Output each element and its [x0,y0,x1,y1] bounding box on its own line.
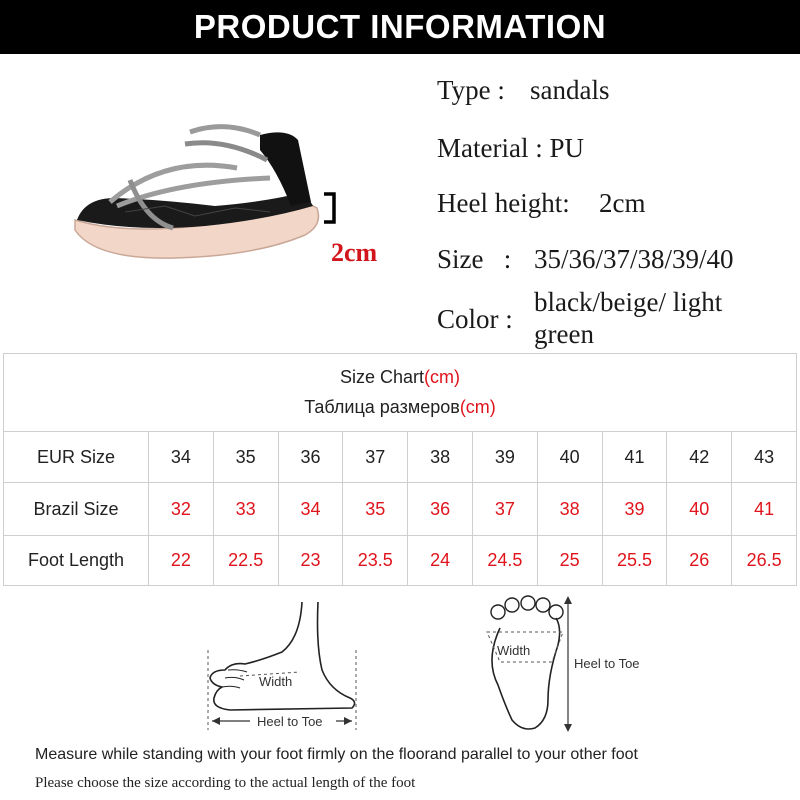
size-chart-table [3,353,797,586]
spec-size [437,244,734,274]
heel-bracket-icon [322,192,338,224]
table-cell: 39 [472,432,537,483]
top-length-label: Heel to Toe [574,656,640,671]
spec-material-label: Material : PU [437,133,584,163]
table-cell: 38 [537,483,602,536]
table-cell: 40 [537,432,602,483]
table-row [4,483,797,536]
table-cell: 22.5 [213,536,278,586]
table-cell: 25 [537,536,602,586]
table-cell: 39 [602,483,667,536]
header-bar [0,0,800,54]
spec-heel-value: 2cm [599,188,646,218]
spec-color [437,304,513,334]
spec-heel-label: Heel height: [437,188,570,218]
table-cell: 23.5 [343,536,408,586]
spec-color-label: Color : [437,304,513,334]
table-row [4,432,797,483]
size-chart-title-ru: Таблица размеров [304,397,460,417]
size-chart-title [4,354,797,432]
size-chart-title-en: Size Chart [339,367,425,387]
table-cell: 37 [472,483,537,536]
spec-type-label: Type : [437,75,505,105]
page-title: PRODUCT INFORMATION [193,8,607,45]
foot-measure-diagram [0,590,800,740]
table-cell: 36 [408,483,473,536]
table-cell: 24 [408,536,473,586]
spec-size-label: Size : [437,244,512,274]
table-cell: 36 [278,432,343,483]
row-label-eur: EUR Size [4,432,149,483]
table-cell: 34 [278,483,343,536]
table-cell: 40 [667,483,732,536]
table-cell: 22 [149,536,214,586]
spec-heel [437,188,646,218]
side-width-label: Width [259,674,293,689]
spec-type-value: sandals [530,75,610,105]
table-row [4,536,797,586]
measure-instruction: Measure while standing with your foot firmly on the floorand parallel to your other foot [35,746,638,763]
table-cell: 43 [732,432,797,483]
sandal-image [55,110,335,280]
table-cell: 33 [213,483,278,536]
table-cell: 41 [732,483,797,536]
row-label-brazil: Brazil Size [4,483,149,536]
spec-material [437,133,584,163]
table-cell: 35 [213,432,278,483]
size-chart-title-row [4,354,797,432]
table-cell: 26.5 [732,536,797,586]
top-view-foot [487,596,640,732]
table-cell: 25.5 [602,536,667,586]
heel-height-callout: 2cm [331,238,378,267]
table-cell: 41 [602,432,667,483]
table-cell: 35 [343,483,408,536]
table-cell: 24.5 [472,536,537,586]
table-cell: 32 [149,483,214,536]
side-length-label: Heel to Toe [257,714,323,729]
spec-size-value: 35/36/37/38/39/40 [534,244,734,274]
table-cell: 42 [667,432,732,483]
spec-color-value: black/beige/ light green [534,287,723,349]
side-view-foot [208,602,356,730]
top-width-label: Width [497,643,531,658]
table-cell: 38 [408,432,473,483]
table-cell: 26 [667,536,732,586]
spec-type [437,75,610,105]
size-advice: Please choose the size according to the actual length of the foot [35,775,416,791]
row-label-foot-length: Foot Length [4,536,149,586]
table-cell: 23 [278,536,343,586]
table-cell: 34 [149,432,214,483]
size-chart-title-en-unit: (cm) [424,367,461,387]
table-cell: 37 [343,432,408,483]
size-chart-title-ru-unit: (cm) [459,397,496,417]
